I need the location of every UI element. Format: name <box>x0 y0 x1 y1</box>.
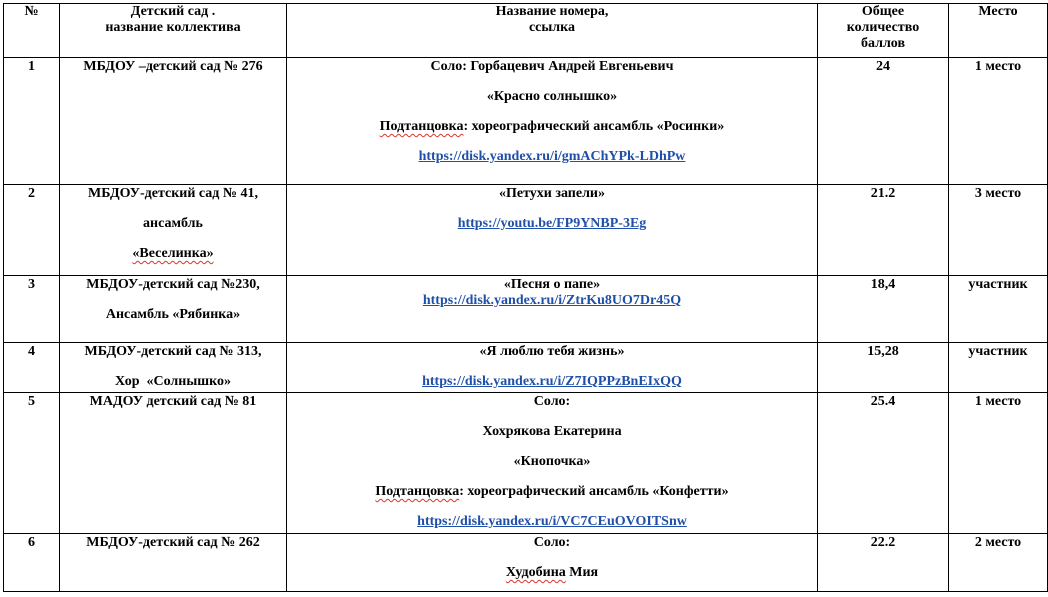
results-table <box>3 3 1048 592</box>
header-row <box>4 4 1048 58</box>
table-row <box>4 185 1048 276</box>
row-num: 3 <box>4 276 60 343</box>
table-row <box>4 393 1048 534</box>
row-score: 21.2 <box>818 185 949 276</box>
row-score: 25.4 <box>818 393 949 534</box>
video-link[interactable]: https://disk.yandex.ru/i/Z7IQPPzBnEIxQQ <box>422 374 682 389</box>
row-place: 2 место <box>949 534 1048 592</box>
row-score: 24 <box>818 58 949 185</box>
row-kindergarten: МБДОУ-детский сад № 313, Хор «Солнышко» <box>60 343 287 393</box>
table-row <box>4 276 1048 343</box>
video-link[interactable]: https://disk.yandex.ru/i/ZtrKu8UO7Dr45Q <box>422 293 682 308</box>
header-title: Название номера, ссылка <box>287 4 818 58</box>
header-num: № <box>4 4 60 58</box>
row-num: 6 <box>4 534 60 592</box>
dance-label: Подтанцовка <box>379 119 464 134</box>
video-link[interactable]: https://disk.yandex.ru/i/gmAChYPk-LDhPw <box>418 149 686 164</box>
row-num: 1 <box>4 58 60 185</box>
row-score: 22.2 <box>818 534 949 592</box>
row-title: «Петухи запели» https://youtu.be/FP9YNBP-3Eg <box>287 185 818 276</box>
row-kindergarten: МБДОУ-детский сад №230, Ансамбль «Рябинка» <box>60 276 287 343</box>
row-kindergarten: МБДОУ-детский сад № 262 <box>60 534 287 592</box>
row-title: Соло: Хохрякова Екатерина «Кнопочка» Подтанцовка: хореографический ансамбль «Конфетти» https://disk.yandex.ru/i/VC7CEuOVOITSnw <box>287 393 818 534</box>
row-title: «Песня о папе» https://disk.yandex.ru/i/ZtrKu8UO7Dr45Q <box>287 276 818 343</box>
row-num: 4 <box>4 343 60 393</box>
row-kindergarten: МБДОУ –детский сад № 276 <box>60 58 287 185</box>
row-place: 1 место <box>949 58 1048 185</box>
row-num: 5 <box>4 393 60 534</box>
row-title: Соло: Худобина Мия <box>287 534 818 592</box>
header-place: Место <box>949 4 1048 58</box>
table-row <box>4 343 1048 393</box>
row-place: 3 место <box>949 185 1048 276</box>
dance-label: Подтанцовка <box>375 484 460 499</box>
row-title: «Я люблю тебя жизнь» https://disk.yandex.ru/i/Z7IQPPzBnEIxQQ <box>287 343 818 393</box>
video-link[interactable]: https://disk.yandex.ru/i/VC7CEuOVOITSnw <box>417 514 687 529</box>
row-place: участник <box>949 343 1048 393</box>
row-score: 15,28 <box>818 343 949 393</box>
row-place: 1 место <box>949 393 1048 534</box>
table-row <box>4 534 1048 592</box>
header-kindergarten: Детский сад . название коллектива <box>60 4 287 58</box>
row-title: Соло: Горбацевич Андрей Евгеньевич «Красно солнышко» Подтанцовка: хореографический ансамбль «Росинки» https://disk.yandex.ru/i/gmAChYPk-LDhPw <box>287 58 818 185</box>
row-num: 2 <box>4 185 60 276</box>
row-kindergarten: МБДОУ-детский сад № 41, ансамбль «Веселинка» <box>60 185 287 276</box>
row-score: 18,4 <box>818 276 949 343</box>
header-score: Общее количество баллов <box>818 4 949 58</box>
row-kindergarten: МАДОУ детский сад № 81 <box>60 393 287 534</box>
video-link[interactable]: https://youtu.be/FP9YNBP-3Eg <box>457 216 647 231</box>
row-place: участник <box>949 276 1048 343</box>
table-row <box>4 58 1048 185</box>
